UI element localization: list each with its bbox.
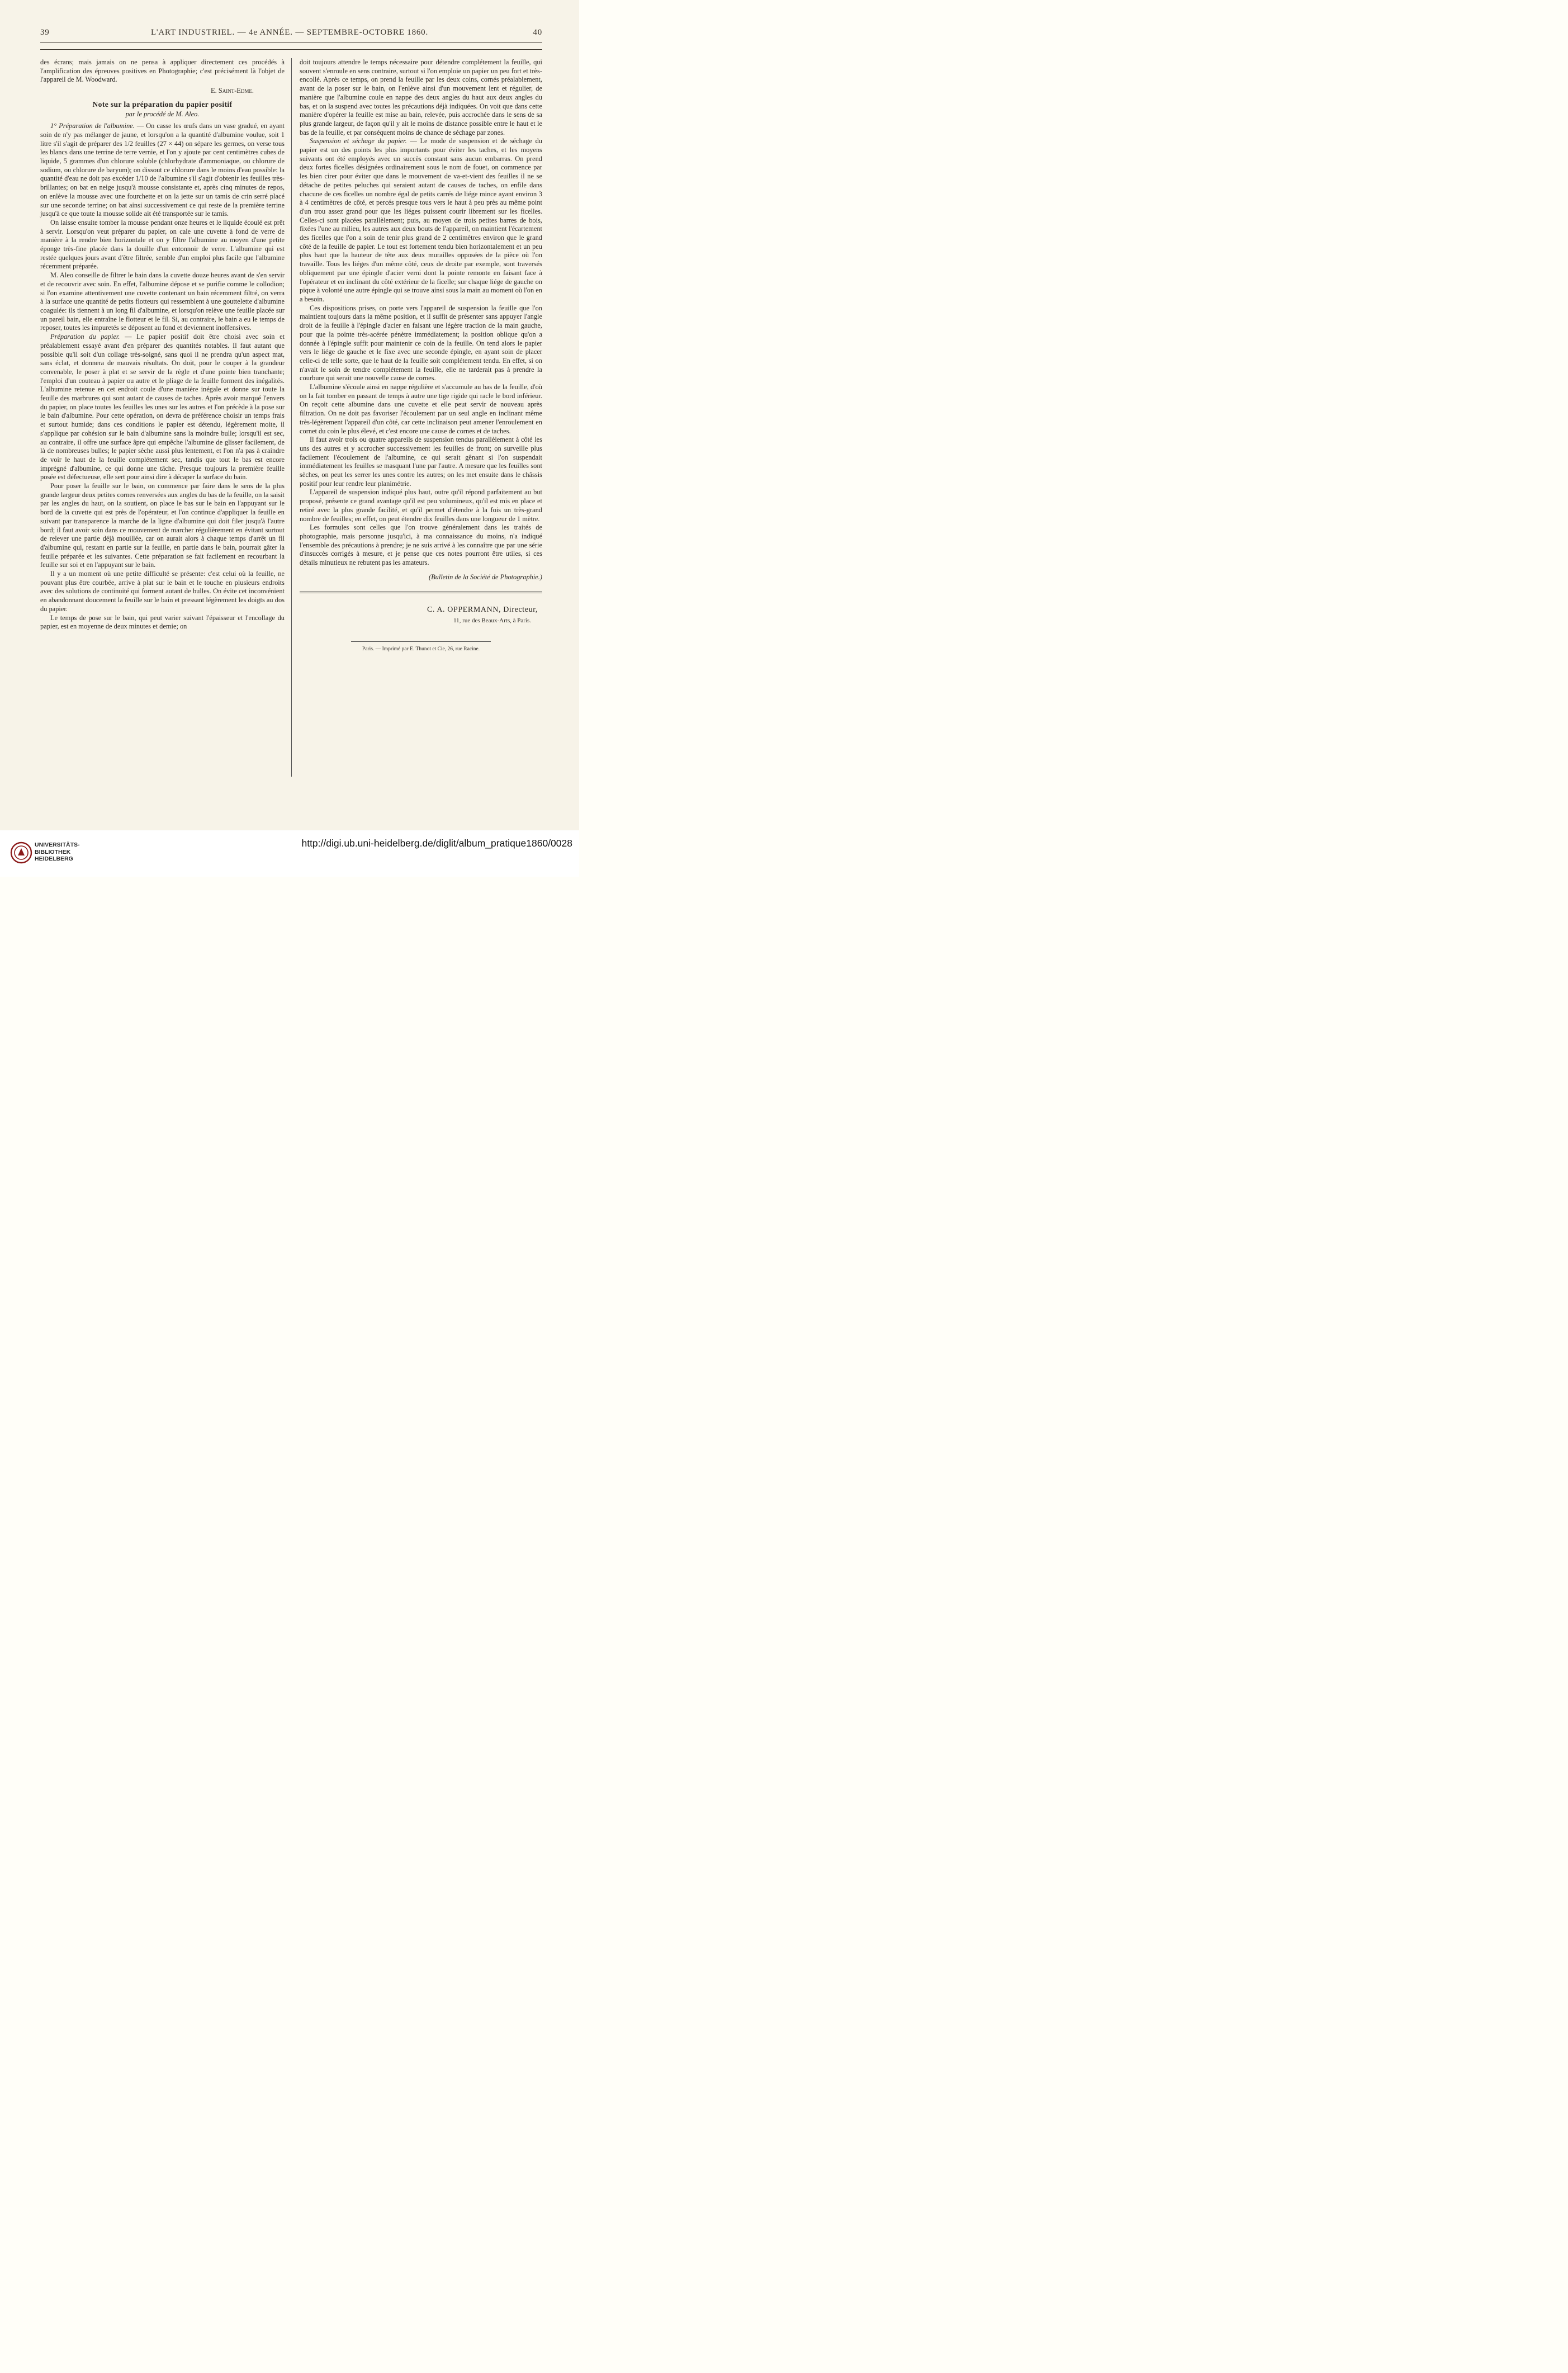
column-separator: [291, 58, 292, 777]
paragraph: doit toujours attendre le temps nécessaire pour détendre complétement la feuille, qui souvent s'enroule en sens contraire, surtout si l'on emploie un papier un peu fort et très-encollé. Après ce temps, on prend la feuille par les deux coins, cornés préalablement, avant de la poser sur le bain, on l'enlève ainsi d'un mouvement lent et régulier, de manière que l'albumine coule en nappe des deux angles du haut aux deux angles du bas, et on la suspend avec toutes les précautions déjà indiquées. On voit que dans cette manière d'opérer la feuille est mise au bain, relevée, puis accrochée dans le sens de sa plus grande largeur, de façon qu'il y ait le moins de distance possible entre le haut et le bas de la feuille, et par conséquent moins de chance de séchage par zones.: [300, 58, 542, 136]
paragraph-text: — On casse les œufs dans un vase gradué, en ayant soin de n'y pas mélanger de jaune, et lorsqu'on a la quantité d'albumine voulue, soit 1 litre s'il s'agit de préparer des 1/2 feuilles (27 × 44) on sépare les germes, on verse tous les blancs dans une terrine de terre vernie, et l'on y ajoute par cent centimètres cubes de liquide, 5 grammes d'un chlorure soluble (chlorhydrate d'ammoniaque, ou chlorure de sodium, ou chlorure de baryum); on dissout ce chlorure dans le moins d'eau possible: la quantité d'eau ne doit pas excéder 1/10 de l'albumine s'il s'agit d'obtenir les feuilles très-brillantes; on bat en neige jusqu'à mousse consistante et, après cinq minutes de repos, on enlève la mousse avec une fourchette et on la jette sur un tamis de crin serré placé sur une seconde terrine; on bat ainsi successivement ce qui reste de la première terrine jusqu'à ce que toute la mousse solide ait été transportée sur le tamis.: [40, 122, 285, 218]
section-lead: 1° Préparation de l'albumine.: [50, 122, 135, 130]
section-lead: Préparation du papier.: [50, 333, 120, 341]
paragraph: Ces dispositions prises, on porte vers l'appareil de suspension la feuille que l'on maintient toujours dans la même position, et il suffit de présenter sans appuyer l'angle droit de la feuille à l'épingle d'acier en faisant une légère traction de la main gauche, pour que la pointe très-acérée pénètre immédiatement; la position oblique qu'on a donnée à l'épingle suffit pour maintenir ce coin de la feuille. On tend alors le papier vers le liége de gauche et le fixe avec une seconde épingle, en ayant soin de placer celle-ci de telle sorte, que le haut de la feuille soit complétement tendu. En effet, si on n'avait le soin de tendre complétement la feuille, elle ne tarderait pas à prendre la courbure qui serait une nouvelle cause de cornes.: [300, 304, 542, 382]
paragraph: On laisse ensuite tomber la mousse pendant onze heures et le liquide écoulé est prêt à servir. Lorsqu'on veut préparer du papier, on cale une cuvette à fond de verre de manière à la rendre bien horizontale et on y filtre l'albumine au moyen d'une petite éponge très-fine placée dans la douille d'un entonnoir de verre. L'albumine qui est restée quelques jours avant d'être filtrée, semble d'un emploi plus facile que l'albumine récemment préparée.: [40, 218, 285, 271]
paragraph-text: — Le mode de suspension et de séchage du papier est un des points les plus importants pour éviter les taches, et les moyens suivants ont été employés avec un succès constant sans aucun embarras. On prend deux fortes ficelles désignées ordinairement sous le nom de fouet, on commence par les bien cirer pour éviter que dans le mouvement de va-et-vient des feuilles il ne se détache de petites peluches qui seraient autant de causes de taches, on enfile dans chacune de ces ficelles un nombre égal de petits carrés de liége mince ayant environ 3 à 4 centimètres de côté, et percés presque tous vers le haut à peu près au même point d'un trou assez grand pour que les liéges puissent courir librement sur les ficelles. Celles-ci sont placées parallèlement; puis, au moyen de trois petites barres de bois, fixées l'une au milieu, les autres aux deux bouts de l'appareil, on maintient l'écartement des ficelles que l'on a soin de tenir plus grand de 2 centimètres environ que le grand côté de la feuille de papier. Le tout est fortement tendu bien horizontalement et un peu plus haut que la hauteur de tête aux deux murailles opposées de la pièce où l'on travaille. Tous les liéges d'un même côté, ceux de droite par exemple, sont traversés obliquement par une épingle d'acier verni dont la pointe remonte en faisant face à l'opérateur et en inclinant du côté extérieur de la ficelle; sur chaque liége de gauche on pique à volonté une autre épingle qui se trouve ainsi sous la main au moment où l'on en a besoin.: [300, 137, 543, 303]
institution-name: [35, 842, 80, 863]
header-rule-secondary: [40, 49, 542, 50]
paragraph: Les formules sont celles que l'on trouve généralement dans les traités de photographie, mais personne jusqu'ici, à ma connaissance du moins, n'a indiqué l'ensemble des précautions à prendre; je ne suis arrivé à les connaître que par une série d'insuccès corrigés à mesure, et je pense que ces notes pourront être utiles, si ces détails minutieux ne rebutent pas les amateurs.: [300, 523, 542, 567]
paragraph: M. Aleo conseille de filtrer le bain dans la cuvette douze heures avant de s'en servir et de recouvrir avec soin. En effet, l'albumine dépose et se purifie comme le collodion; si l'on examine attentivement une cuvette contenant un bain récemment filtré, on verra à la surface une quantité de petits flotteurs qui ressemblent à une gouttelette d'albumine coagulée: ils tiennent à un long fil d'albumine, et lorsqu'on relève une feuille placée sur un pareil bain, elle entraîne le flotteur et le fil. Si, au contraire, le bain a eu le temps de reposer, toutes les impuretés se déposent au fond et deviennent inoffensives.: [40, 271, 285, 332]
institution-line: HEIDELBERG: [35, 855, 73, 862]
paragraph-text: — Le papier positif doit être choisi avec soin et préalablement essayé avant d'en préparer des quantités notables. Il faut autant que possible qu'il soit d'un collage très-soigné, sans quoi il ne prendra qu'un aspect mat, sans éclat, et donnera de mauvais résultats. On doit, pour le couper à la grandeur convenable, le poser à plat et se servir de la règle et d'une pointe bien tranchante; l'emploi d'un couteau à papier ou autre et le pliage de la feuille forment des inégalités. L'albumine retenue en cet endroit coule d'une manière inégale et donne sur toute la feuille des marbrures qui sont autant de causes de taches. Après avoir marqué l'envers du papier, on place toutes les feuilles les unes sur les autres et l'on précède à la pose sur le bain d'albumine. Pour cette opération, on devra de préférence choisir un temps frais et surtout humide; dans ces conditions le papier est détendu, légèrement moite, il s'applique par cohésion sur le bain d'albumine sans la moindre bulle; lorsqu'il est sec, au contraire, il offre une surface âpre qui empêche l'albumine de glisser facilement, de là de nombreuses bulles; le papier sèche aussi plus lentement, et l'on n'a pas à craindre de voir le haut de la feuille complétement sec, tandis que tout le bas est encore imprégné d'albumine, ce qui donne une tâche. Presque toujours la première feuille posée est défectueuse, elle sert pour ainsi dire à décaper la surface du bain.: [40, 333, 285, 481]
article-heading: Note sur la préparation du papier positif: [92, 100, 233, 108]
paragraph: Pour poser la feuille sur le bain, on commence par faire dans le sens de la plus grande largeur deux petites cornes renversées aux angles du bas de la feuille, on la saisit par les angles du haut, on la soutient, on place le bas sur le bain en l'appuyant sur le bord de la cuvette qui est près de l'opérateur, et l'on continue d'appliquer la feuille en suivant par transparence la marche de la ligne d'albumine qui doit filer jusqu'à l'autre bord; il faut avoir soin dans ce mouvement de marcher régulièrement en évitant surtout de relever une partie déjà mouillée, car on aurait alors à chaque temps d'arrêt un fil d'albumine qui, restant en partie sur la feuille, en partie dans le bain, pourrait gâter la feuille préparée et les suivantes. Cette préparation se fait facilement en recourbant la feuille sur soi et en l'appuyant sur le bain.: [40, 482, 285, 569]
source-citation: (Bulletin de la Société de Photographie.): [428, 573, 542, 581]
article-byline: par le procédé de M. Aleo.: [125, 110, 200, 118]
left-column: [40, 58, 285, 631]
page-number-right: 40: [533, 28, 542, 37]
institution-line: UNIVERSITÄTS-: [35, 842, 80, 848]
university-seal-icon: [10, 840, 32, 865]
paragraph: L'albumine s'écoule ainsi en nappe régulière et s'accumule au bas de la feuille, d'où on la fait tomber en passant de temps à autre une tige rigide qui racle le bord inférieur. On reçoit cette albumine dans une cuvette et elle peut servir de nouveau après filtration. On ne doit pas favoriser l'écoulement par un seul angle en inclinant même très-légèrement l'appareil d'un côté, car cette inclinaison peut amener l'enroulement en cornet du coin le plus élevé, et c'est encore une cause de cornes et de taches.: [300, 383, 542, 435]
section-lead: Suspension et séchage du papier.: [310, 137, 407, 145]
page-number-left: 39: [40, 28, 50, 37]
right-column: [300, 58, 542, 654]
paragraph: Il faut avoir trois ou quatre appareils de suspension tendus parallèlement à côté les uns des autres et y accrocher successivement les feuilles de front; on surveille plus facilement l'écoulement de l'albumine, ce qui serait gênant si l'on suspendait immédiatement les feuilles se masquant l'une par l'autre. A mesure que les feuilles sont sèches, on peut les serrer les unes contre les autres; on les met ensuite dans le châssis positif pour leur rendre leur planimétrie.: [300, 436, 542, 488]
paragraph: des écrans; mais jamais on ne pensa à appliquer directement ces procédés à l'amplification des épreuves positives en Photographie; c'est précisément là l'objet de l'appareil de M. Woodward.: [40, 58, 285, 84]
printer-rule: [351, 641, 491, 642]
scanned-page: [0, 0, 579, 830]
printer-imprint: Paris. — Imprimé par E. Thunot et Cie, 26, rue Racine.: [362, 646, 480, 652]
source-url-link[interactable]: http://digi.ub.uni-heidelberg.de/diglit/album_pratique1860/0028: [301, 838, 572, 849]
double-rule: [300, 592, 542, 593]
viewer-footer: [0, 830, 579, 877]
institution-line: BIBLIOTHEK: [35, 848, 71, 855]
paragraph: [300, 137, 542, 304]
author-signature: E. Saint-Edme.: [211, 87, 254, 95]
paragraph: Il y a un moment où une petite difficulté se présente: c'est celui où la feuille, ne pouvant plus être courbée, arrive à plat sur le bain et le touche en plusieurs endroits avec des solutions de continuité qui forment autant de bulles. On évite cet inconvénient en abandonnant doucement la feuille sur le bain et pressant légèrement les doigts au dos du papier.: [40, 570, 285, 613]
director-line: C. A. OPPERMANN, Directeur,: [427, 606, 538, 614]
paragraph: L'appareil de suspension indiqué plus haut, outre qu'il répond parfaitement au but proposé, présente ce grand avantage qu'il est peu volumineux, qu'il est mis en place et retiré avec la plus grande facilité, et qu'il permet d'étendre à la fois un très-grand nombre de feuilles; en effet, on peut étendre dix feuilles dans une longueur de 1 mètre.: [300, 488, 542, 523]
paragraph: [40, 333, 285, 482]
running-header: L'ART INDUSTRIEL. — 4e ANNÉE. — SEPTEMBRE-OCTOBRE 1860.: [150, 28, 429, 37]
paragraph: Le temps de pose sur le bain, qui peut varier suivant l'épaisseur et l'encollage du papier, est en moyenne de deux minutes et demie; on: [40, 613, 285, 631]
paragraph: [40, 122, 285, 219]
publisher-address: 11, rue des Beaux-Arts, à Paris.: [453, 617, 531, 625]
